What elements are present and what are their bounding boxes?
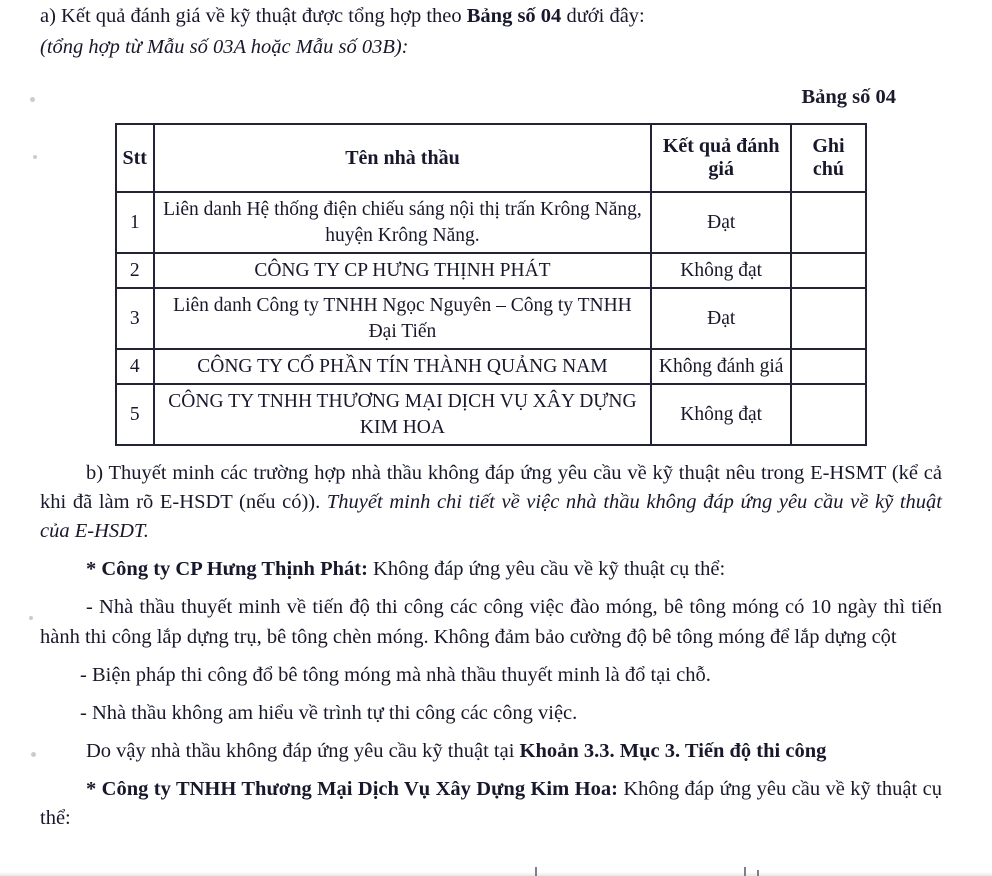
item2-heading-rest: Không đáp ứng yêu cầu về kỹ thuật cụ thể: xyxy=(40,777,942,830)
cell-bidder-name: Liên danh Hệ thống điện chiếu sáng nội thị trấn Krông Năng, huyện Krông Năng. xyxy=(154,192,652,253)
cell-bidder-name: CÔNG TY CỔ PHẦN TÍN THÀNH QUẢNG NAM xyxy=(154,349,652,384)
column-header-note: Ghi chú xyxy=(791,124,866,192)
cell-note xyxy=(791,349,866,384)
section-a-line1 xyxy=(40,0,942,31)
table-row xyxy=(116,384,866,445)
scan-speckle xyxy=(31,752,36,757)
cell-note xyxy=(791,384,866,445)
scan-speckle xyxy=(29,616,33,620)
item1-bullet-2: - Biện pháp thi công đổ bê tông móng mà nhà thầu thuyết minh là đổ tại chỗ. xyxy=(80,663,711,686)
cell-result: Đạt xyxy=(651,192,791,253)
item2-company-name: * Công ty TNHH Thương Mại Dịch Vụ Xây Dựng Kim Hoa: xyxy=(86,777,618,800)
cell-result: Không đạt xyxy=(651,253,791,288)
cell-note xyxy=(791,288,866,349)
cell-bidder-name: CÔNG TY CP HƯNG THỊNH PHÁT xyxy=(154,253,652,288)
cell-note xyxy=(791,253,866,288)
section-a-line1-bold: Bảng số 04 xyxy=(466,5,562,27)
cell-stt: 2 xyxy=(116,253,154,288)
table-row xyxy=(116,253,866,288)
item1-conclusion-reference: Khoản 3.3. Mục 3. Tiến độ thi công xyxy=(519,739,827,762)
item1-conclusion-normal: Do vậy nhà thầu không đáp ứng yêu cầu kỹ thuật tại xyxy=(86,739,520,762)
evaluation-results-table xyxy=(115,123,867,446)
cell-stt: 4 xyxy=(116,349,154,384)
column-header-result: Kết quả đánh giá xyxy=(651,124,791,192)
item1-company-name: * Công ty CP Hưng Thịnh Phát: xyxy=(86,558,368,581)
cell-note xyxy=(791,192,866,253)
column-header-stt: Stt xyxy=(116,124,154,192)
section-b-normal: b) Thuyết minh các trường hợp nhà thầu không đáp ứng yêu cầu về kỹ thuật nêu trong E-HSMT (kể cả khi đã làm rõ E-HSDT (nếu có)). xyxy=(40,461,942,514)
item1-bullet-1: - Nhà thầu thuyết minh về tiến độ thi công các công việc đào móng, bê tông móng có 10 ngày thì tiến hành thi công lắp dựng trụ, bê tông chèn móng. Không đảm bảo cường độ bê tông móng để lắp dựng cột xyxy=(40,596,942,648)
page-bottom-edge xyxy=(0,866,992,876)
scan-speckle xyxy=(33,155,37,159)
section-a-line1-suffix: dưới đây: xyxy=(561,5,645,27)
page-edge-shadow xyxy=(0,872,992,876)
cell-bidder-name: CÔNG TY TNHH THƯƠNG MẠI DỊCH VỤ XÂY DỰNG KIM HOA xyxy=(154,384,652,445)
cell-bidder-name: Liên danh Công ty TNHH Ngọc Nguyên – Công ty TNHH Đại Tiến xyxy=(154,288,652,349)
section-b-body xyxy=(40,459,942,833)
cell-stt: 3 xyxy=(116,288,154,349)
section-a-line1-prefix: a) Kết quả đánh giá về kỹ thuật được tổng hợp theo xyxy=(40,5,467,27)
table-caption: Bảng số 04 xyxy=(801,86,896,109)
table-header-row xyxy=(116,124,866,192)
item2-heading xyxy=(40,775,942,833)
cell-result: Không đạt xyxy=(651,384,791,445)
item1-conclusion xyxy=(40,737,942,766)
item1-heading-rest: Không đáp ứng yêu cầu về kỹ thuật cụ thể: xyxy=(367,558,726,581)
scan-speckle xyxy=(29,96,35,102)
table-row xyxy=(116,349,866,384)
column-header-name: Tên nhà thầu xyxy=(154,124,652,192)
cell-stt: 5 xyxy=(116,384,154,445)
table-row xyxy=(116,288,866,349)
section-b-italic: Thuyết minh chi tiết về việc nhà thầu không đáp ứng yêu cầu về kỹ thuật của E-HSDT. xyxy=(40,491,942,543)
cell-stt: 1 xyxy=(116,192,154,253)
table-row xyxy=(116,192,866,253)
cell-result: Đạt xyxy=(651,288,791,349)
item1-heading xyxy=(40,555,942,584)
section-a-line2: (tổng hợp từ Mẫu số 03A hoặc Mẫu số 03B): xyxy=(40,36,409,59)
section-b-paragraph xyxy=(40,459,942,546)
cell-result: Không đánh giá xyxy=(651,349,791,384)
item1-bullet-3: - Nhà thầu không am hiểu về trình tự thi công các công việc. xyxy=(80,701,578,724)
